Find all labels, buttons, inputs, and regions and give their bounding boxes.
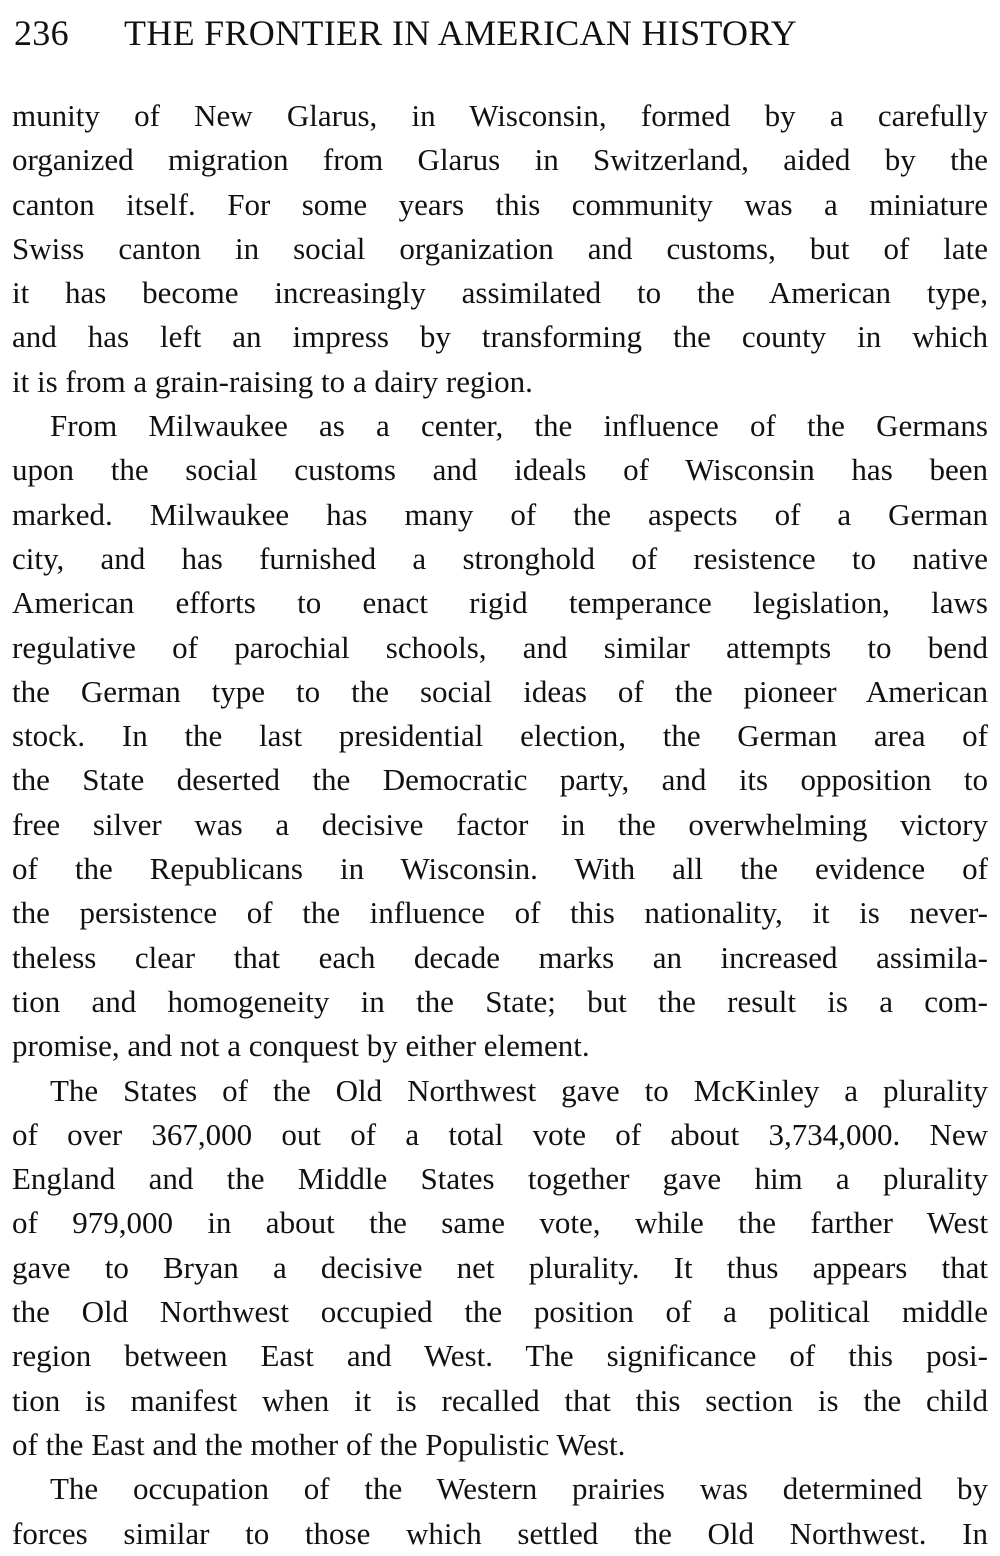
text-line: theless clear that each decade marks an increased assimila- xyxy=(12,939,988,975)
paragraph xyxy=(12,94,988,404)
text-line: of the Republicans in Wisconsin. With all the evidence of xyxy=(12,851,988,887)
text-line: American efforts to enact rigid temperance legislation, laws xyxy=(12,585,988,621)
page-number: 236 xyxy=(14,13,69,53)
running-head xyxy=(14,8,994,58)
text-line: the State deserted the Democratic party, and its opposition to xyxy=(12,762,988,798)
text-line: of 979,000 in about the same vote, while the farther West xyxy=(12,1205,988,1241)
text-line: England and the Middle States together gave him a plurality xyxy=(12,1161,988,1197)
text-line: it has become increasingly assimilated to the American type, xyxy=(12,275,988,311)
paragraph xyxy=(12,404,988,1068)
text-line: city, and has furnished a stronghold of resistence to native xyxy=(12,540,988,576)
text-line: tion is manifest when it is recalled that this section is the child xyxy=(12,1382,988,1418)
text-line: and has left an impress by transforming the county in which xyxy=(12,319,988,355)
paragraph xyxy=(12,1467,988,1556)
running-title: THE FRONTIER IN AMERICAN HISTORY xyxy=(124,13,797,53)
text-line: canton itself. For some years this community was a miniature xyxy=(12,186,988,222)
text-line: upon the social customs and ideals of Wisconsin has been xyxy=(12,452,988,488)
body-text xyxy=(12,94,988,1556)
text-line: free silver was a decisive factor in the overwhelming victory xyxy=(12,806,988,842)
text-line: the Old Northwest occupied the position of a political middle xyxy=(12,1294,988,1330)
text-line: it is from a grain-raising to a dairy region. xyxy=(12,363,533,399)
text-line: Swiss canton in social organization and customs, but of late xyxy=(12,230,988,266)
text-line: tion and homogeneity in the State; but the result is a com- xyxy=(12,983,988,1019)
text-line: munity of New Glarus, in Wisconsin, formed by a carefully xyxy=(12,98,988,133)
text-line: forces similar to those which settled the Old Northwest. In xyxy=(12,1515,988,1551)
paragraph xyxy=(12,1069,988,1468)
text-line: promise, and not a conquest by either element. xyxy=(12,1028,590,1064)
text-line: organized migration from Glarus in Switzerland, aided by the xyxy=(12,142,988,178)
text-line: The occupation of the Western prairies was determined by xyxy=(50,1471,988,1507)
text-line: of over 367,000 out of a total vote of about 3,734,000. New xyxy=(12,1116,988,1152)
text-line: The States of the Old Northwest gave to McKinley a plurality xyxy=(50,1072,988,1108)
text-line: of the East and the mother of the Populistic West. xyxy=(12,1426,626,1462)
text-line: stock. In the last presidential election, the German area of xyxy=(12,718,988,754)
text-line: region between East and West. The significance of this posi- xyxy=(12,1338,988,1374)
text-line: the German type to the social ideas of the pioneer American xyxy=(12,673,988,709)
text-line: gave to Bryan a decisive net plurality. It thus appears that xyxy=(12,1249,988,1285)
text-line: the persistence of the influence of this nationality, it is never- xyxy=(12,895,988,931)
text-line: regulative of parochial schools, and similar attempts to bend xyxy=(12,629,988,665)
text-line: marked. Milwaukee has many of the aspects of a German xyxy=(12,496,988,532)
text-line: From Milwaukee as a center, the influence of the Germans xyxy=(50,408,988,444)
